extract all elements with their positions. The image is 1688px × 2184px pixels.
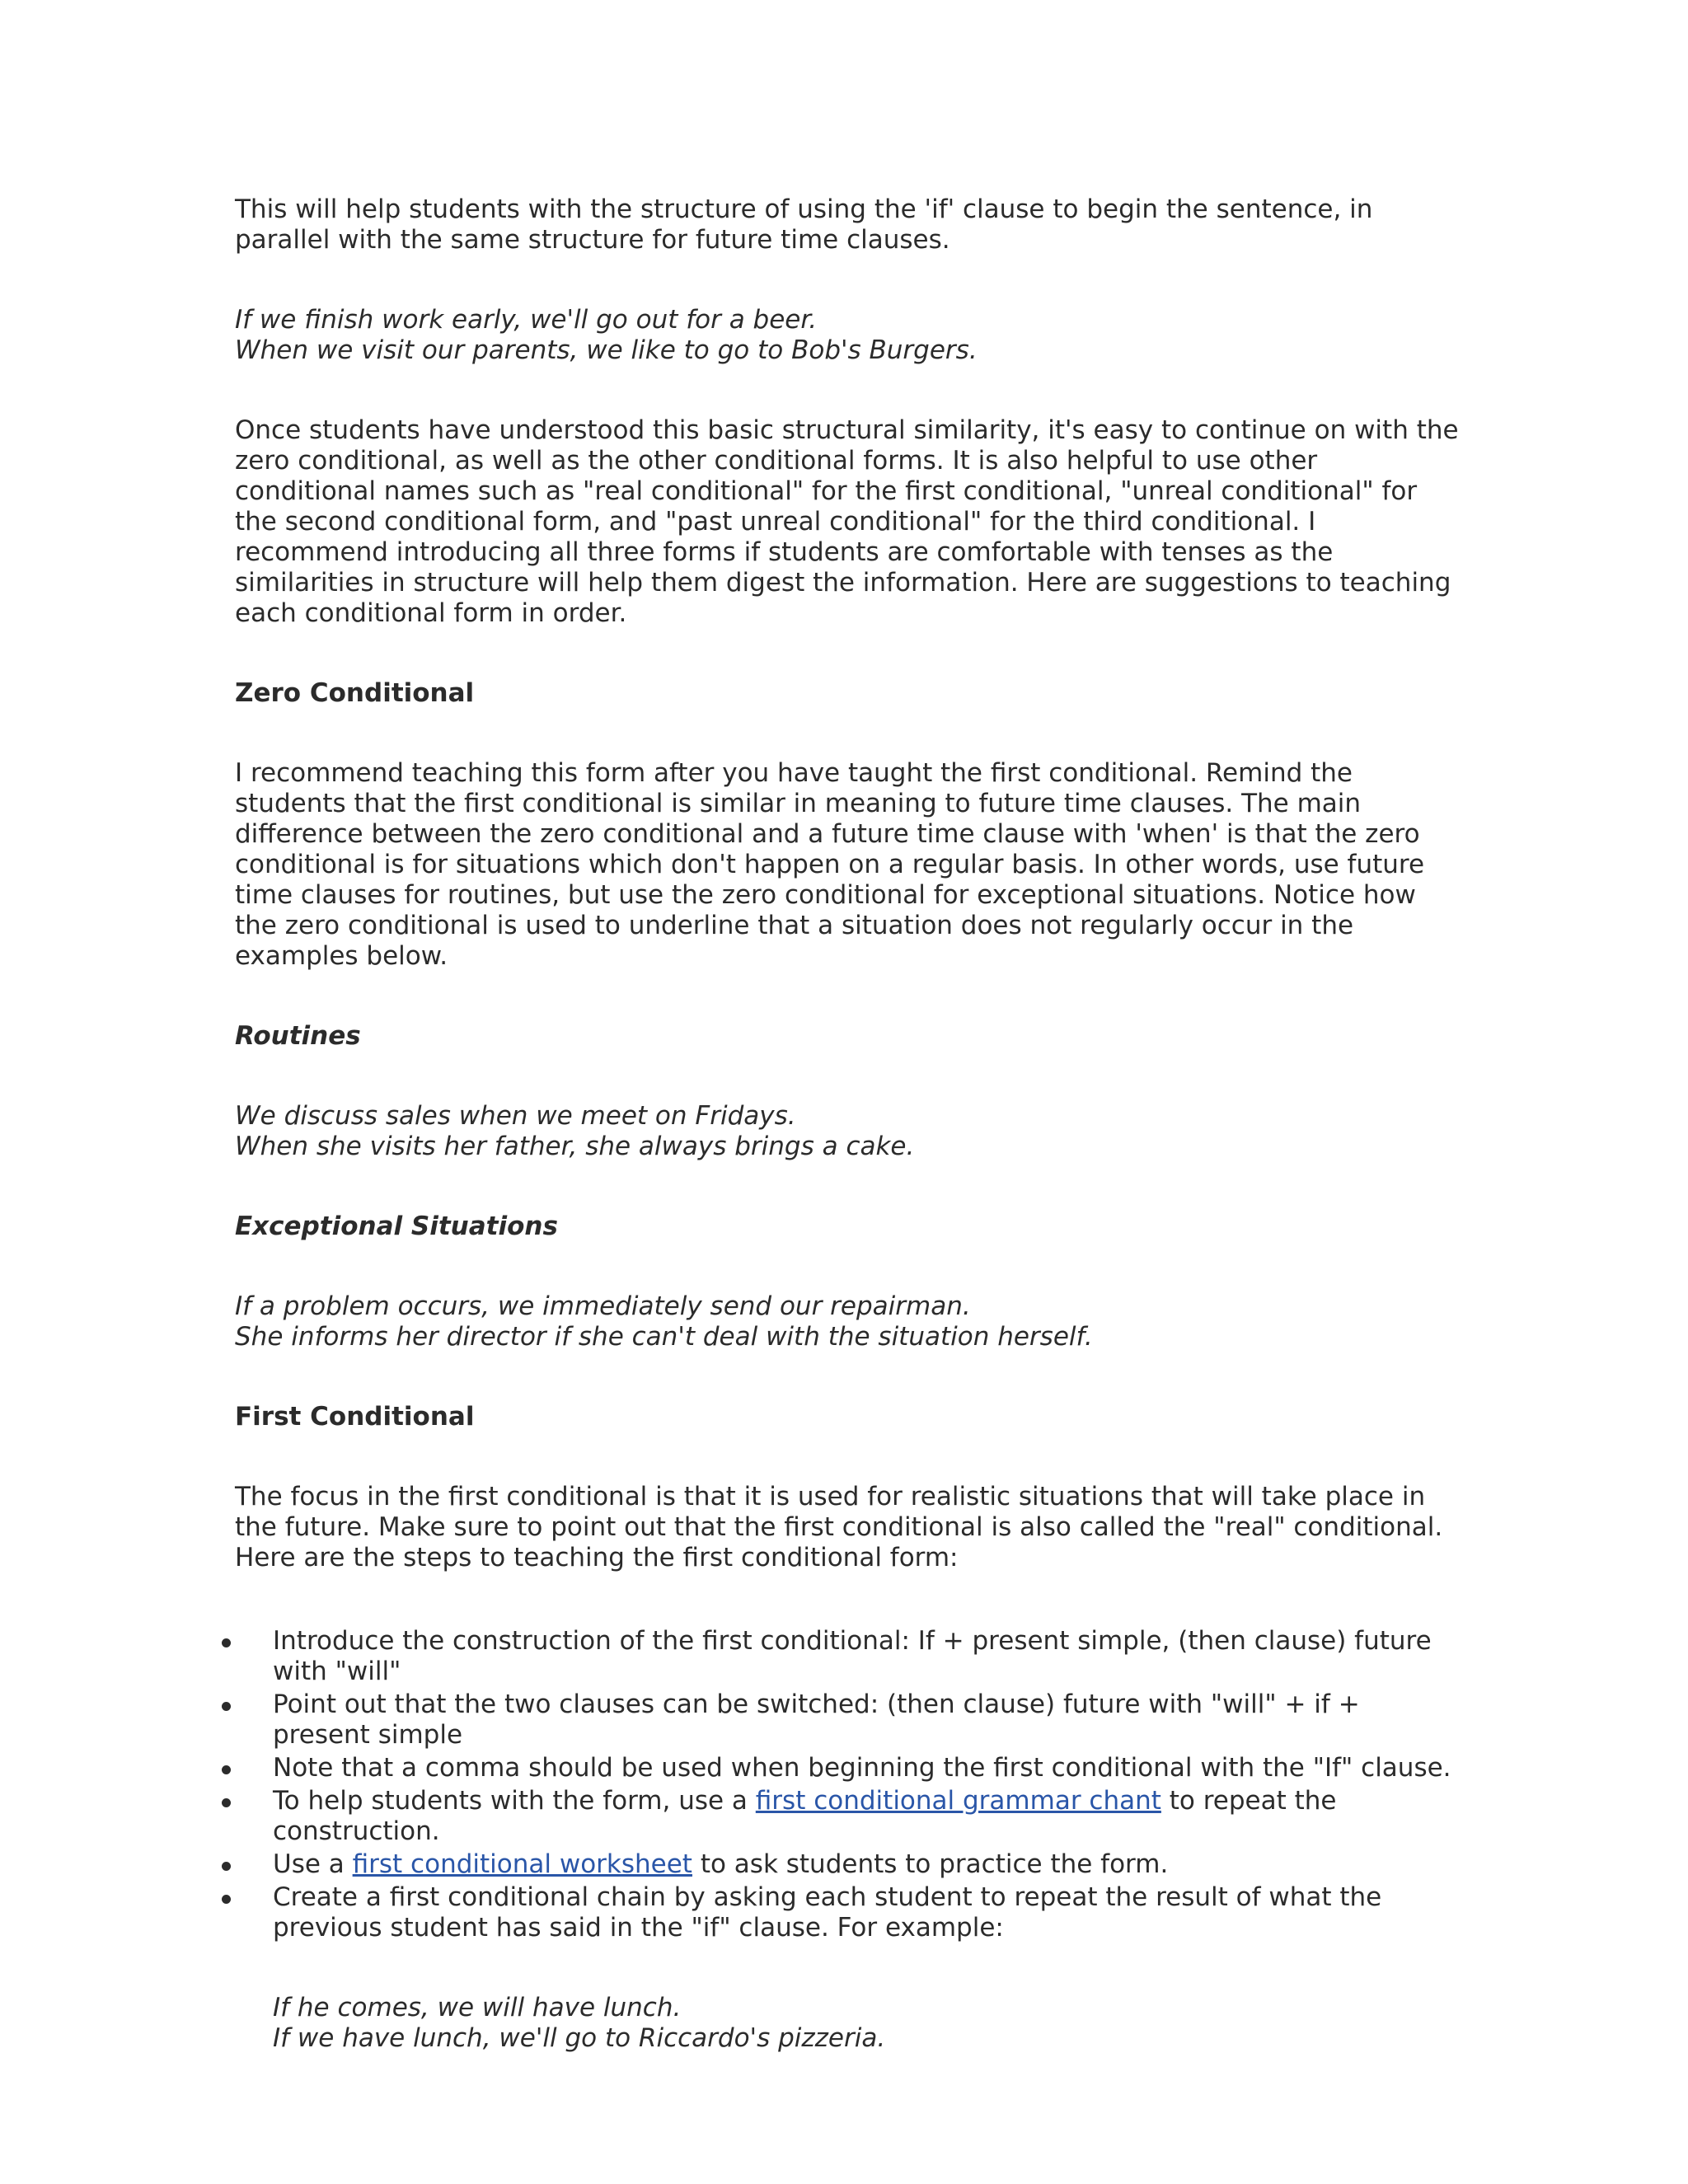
list-item xyxy=(235,1882,1463,1943)
example-sentence: If we finish work early, we'll go out for a beer. xyxy=(235,305,818,335)
list-item xyxy=(235,1753,1463,1783)
list-item xyxy=(235,1849,1463,1880)
list-item-text: Create a first conditional chain by asking each student to repeat the result of what the previous student has said in the "if" clause. For example: xyxy=(273,1882,1382,1943)
zero-conditional-paragraph: I recommend teaching this form after you have taught the first conditional. Remind the students that the first conditional is similar in meaning to future time clauses. The main difference between the zero conditional and a future time clause with 'when' is that the zero conditional is for situations which don't happen on a regular basis. In other words, use future time clauses for routines, but use the zero conditional for exceptional situations. Notice how the zero conditional is used to underline that a situation does not regularly occur in the examples below. xyxy=(235,758,1425,971)
list-item xyxy=(235,1626,1463,1687)
list-item-text: To help students with the form, use a xyxy=(273,1786,756,1816)
first-conditional-steps-list xyxy=(235,1626,1463,1943)
example-sentence: We discuss sales when we meet on Fridays. xyxy=(235,1101,796,1131)
list-item-text: Use a xyxy=(273,1849,353,1879)
example-sentence: When we visit our parents, we like to go to Bob's Burgers. xyxy=(235,335,978,365)
list-item-text: Note that a comma should be used when beginning the first conditional with the "If" clause. xyxy=(273,1753,1451,1783)
exceptional-examples xyxy=(235,1291,1463,1352)
bullet-icon xyxy=(222,1798,231,1807)
bullet-icon xyxy=(222,1862,231,1871)
bullet-icon xyxy=(222,1638,231,1647)
list-item xyxy=(235,1786,1463,1847)
zero-conditional-heading: Zero Conditional xyxy=(235,678,475,708)
routines-examples xyxy=(235,1101,1463,1162)
intro-paragraph: This will help students with the structure of using the 'if' clause to begin the sentence, in parallel with the same structure for future time clauses. xyxy=(235,194,1373,255)
example-sentence: If we have lunch, we'll go to Riccardo's pizzeria. xyxy=(273,2023,886,2053)
example-sentence: If he comes, we will have lunch. xyxy=(273,1993,682,2022)
list-item-text: to repeat the construction. xyxy=(273,1786,1337,1846)
grammar-chant-link[interactable]: first conditional grammar chant xyxy=(755,1786,1161,1816)
bullet-icon xyxy=(222,1765,231,1774)
list-item-text: to ask students to practice the form. xyxy=(692,1849,1169,1879)
example-sentence: When she visits her father, she always brings a cake. xyxy=(235,1132,915,1161)
document-page xyxy=(235,194,1463,2054)
example-sentence: If a problem occurs, we immediately send our repairman. xyxy=(235,1291,971,1321)
list-item-text: Introduce the construction of the first conditional: If + present simple, (then clause) future with "will" xyxy=(273,1626,1432,1686)
first-conditional-paragraph: The focus in the first conditional is that it is used for realistic situations that will take place in the future. Make sure to point out that the first conditional is also called the "real" conditional. Here are the steps to teaching the first conditional form: xyxy=(235,1482,1443,1572)
list-item xyxy=(235,1690,1463,1750)
intro-paragraph-2: Once students have understood this basic structural similarity, it's easy to continue on with the zero conditional, as well as the other conditional forms. It is also helpful to use other conditional names such as "real conditional" for the first conditional, "unreal conditional" for the second conditional form, and "past unreal conditional" for the third conditional. I recommend introducing all three forms if students are comfortable with tenses as the similarities in structure will help them digest the information. Here are suggestions to teaching each conditional form in order. xyxy=(235,415,1459,628)
worksheet-link[interactable]: first conditional worksheet xyxy=(352,1849,692,1879)
exceptional-situations-heading: Exceptional Situations xyxy=(235,1212,558,1241)
bullet-icon xyxy=(222,1702,231,1711)
bullet-icon xyxy=(222,1895,231,1904)
example-sentence: She informs her director if she can't deal with the situation herself. xyxy=(235,1322,1093,1352)
routines-heading: Routines xyxy=(235,1021,361,1051)
first-conditional-heading: First Conditional xyxy=(235,1402,475,1432)
chain-examples xyxy=(235,1993,1463,2054)
intro-examples xyxy=(235,305,1463,366)
list-item-text: Point out that the two clauses can be switched: (then clause) future with "will" + if + present simple xyxy=(273,1690,1360,1750)
